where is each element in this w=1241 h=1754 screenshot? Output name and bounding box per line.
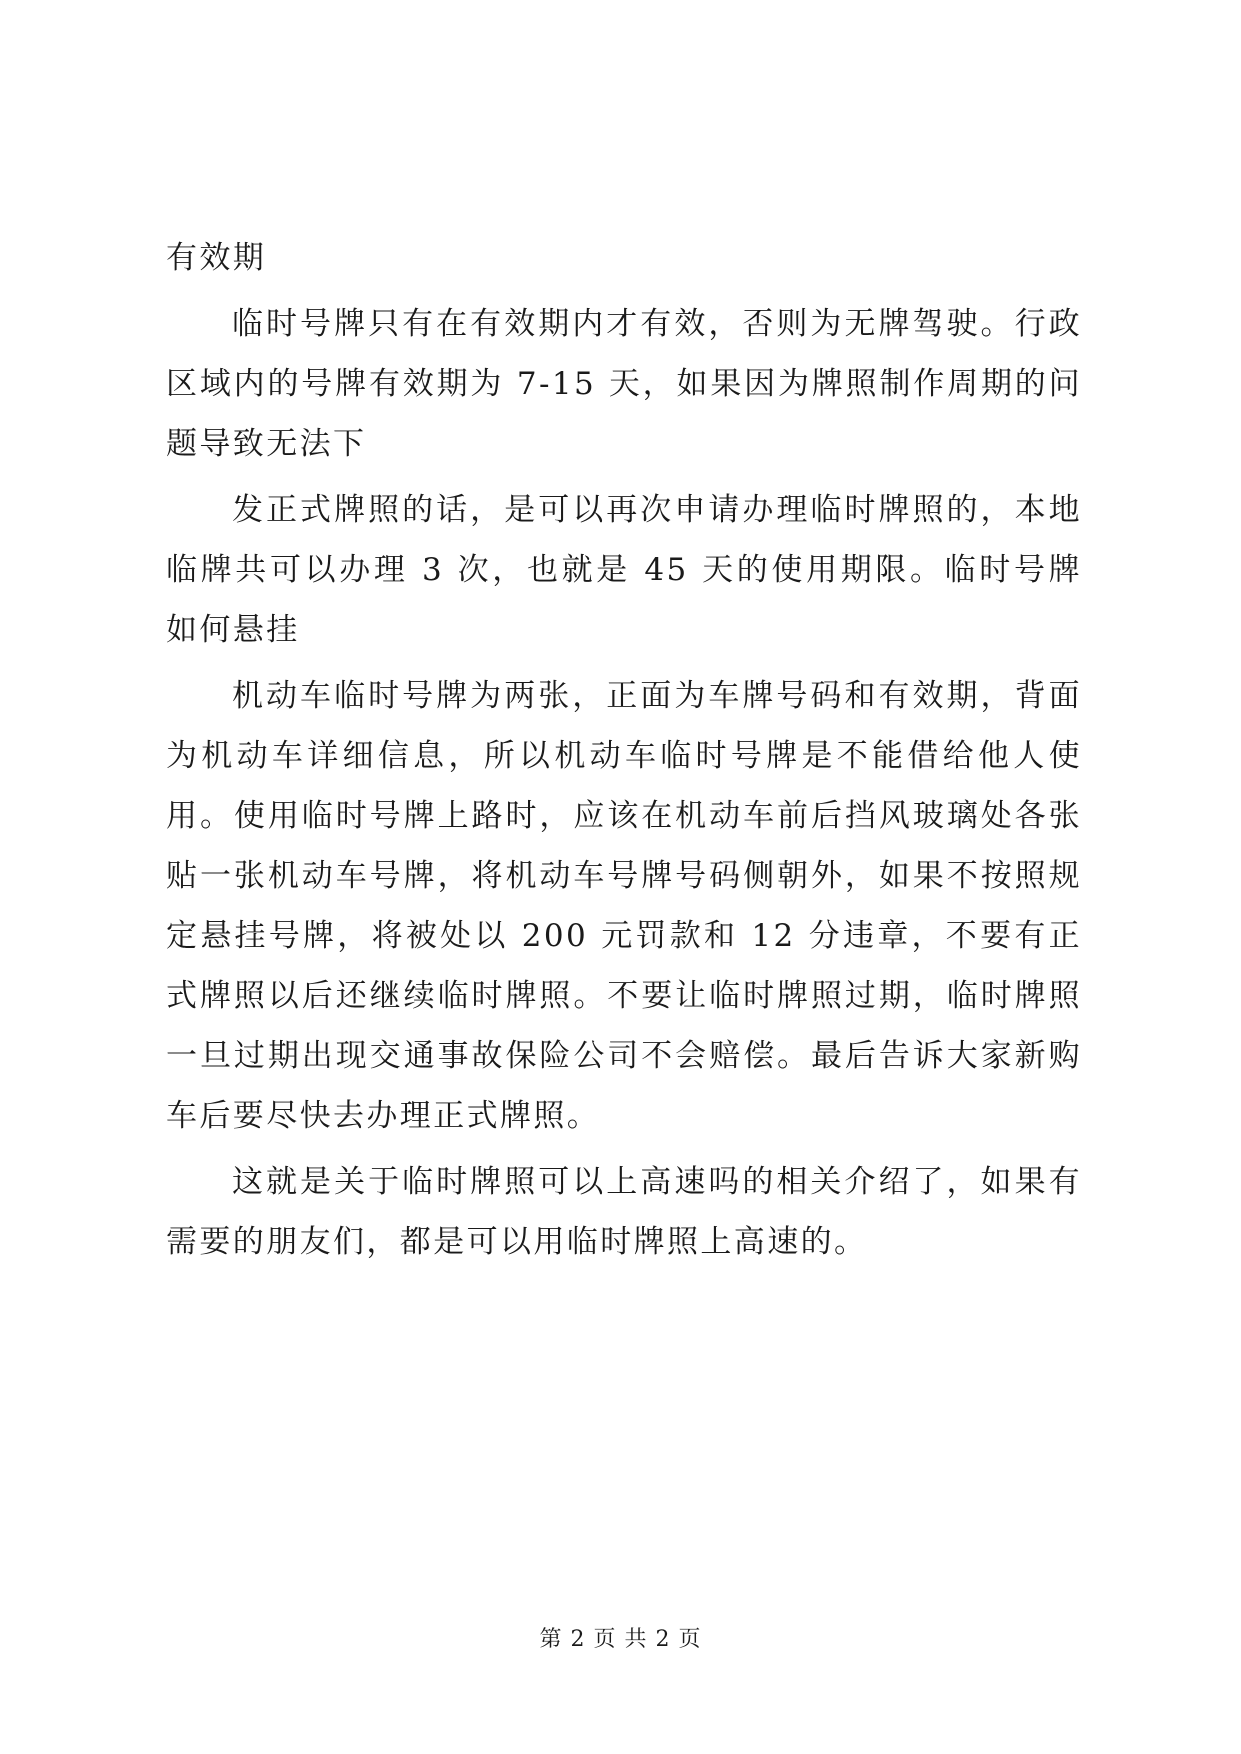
document-body bbox=[166, 228, 1082, 1278]
paragraph: 发正式牌照的话，是可以再次申请办理临时牌照的，本地临牌共可以办理 3 次，也就是 45 天的使用期限。临时号牌如何悬挂 bbox=[166, 492, 1082, 648]
page-number-footer: 第 2 页 共 2 页 bbox=[539, 1627, 702, 1652]
paragraph: 这就是关于临时牌照可以上高速吗的相关介绍了，如果有需要的朋友们，都是可以用临时牌照上高速的。 bbox=[166, 1164, 1082, 1260]
paragraph-heading: 有效期 bbox=[166, 240, 267, 276]
paragraph: 临时号牌只有在有效期内才有效，否则为无牌驾驶。行政区域内的号牌有效期为 7-15 天，如果因为牌照制作周期的问题导致无法下 bbox=[166, 306, 1082, 462]
paragraph: 机动车临时号牌为两张，正面为车牌号码和有效期，背面为机动车详细信息，所以机动车临时号牌是不能借给他人使用。使用临时号牌上路时，应该在机动车前后挡风玻璃处各张贴一张机动车号牌，将机动车号牌号码侧朝外，如果不按照规定悬挂号牌，将被处以 200 元罚款和 12 分违章，不要有正式牌照以后还继续临时牌照。不要让临时牌照过期，临时牌照一旦过期出现交通事故保险公司不会赔偿。最后告诉大家新购车后要尽快去办理正式牌照。 bbox=[166, 678, 1082, 1134]
